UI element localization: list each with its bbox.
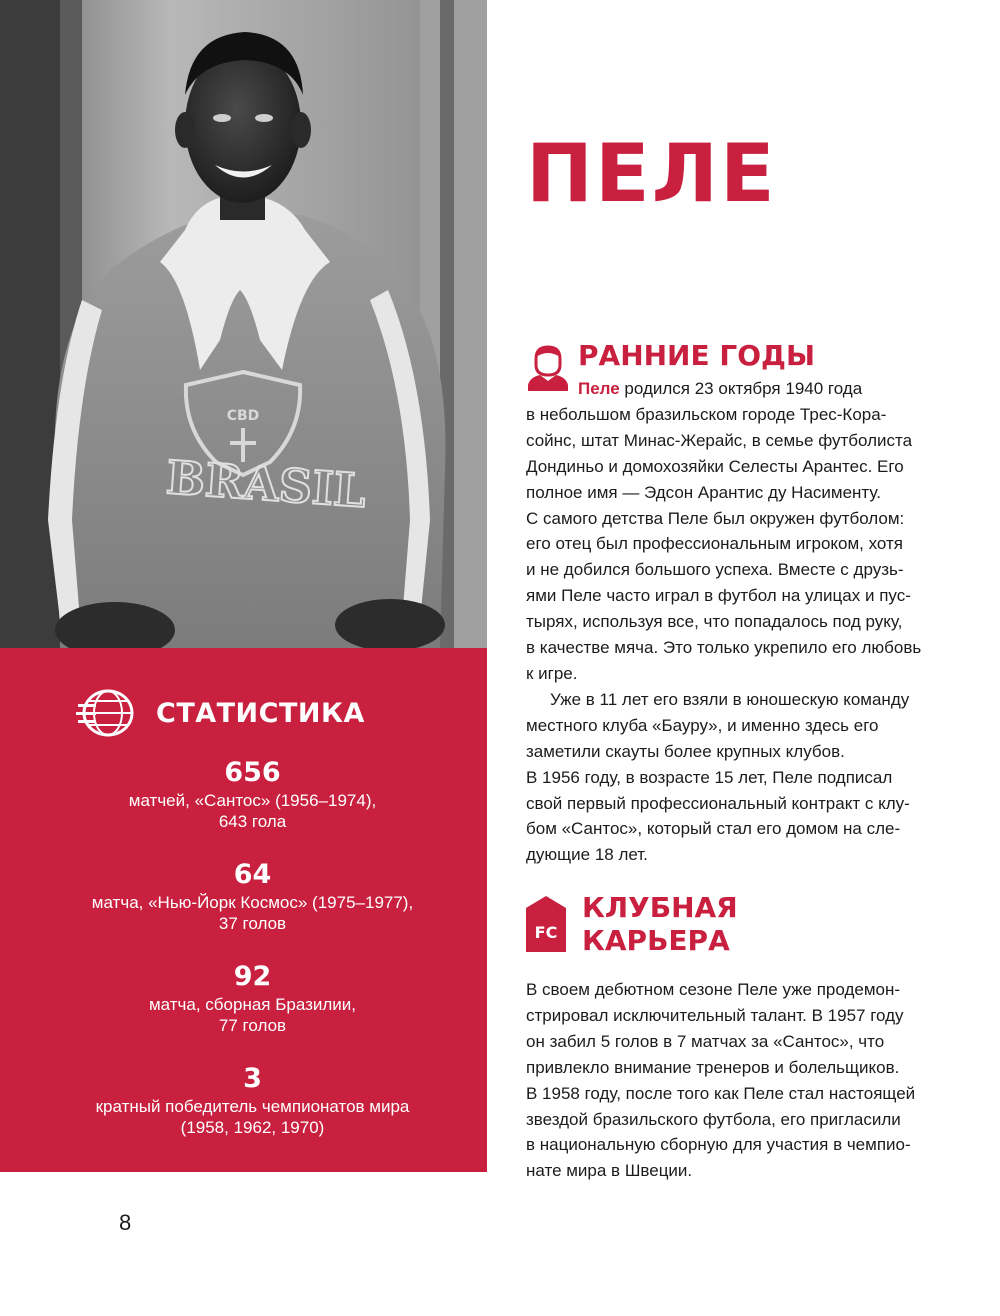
text-line: привлекло внимание тренеров и болельщиков. <box>526 1057 900 1077</box>
text-line: звездой бразильского футбола, его пригласили <box>526 1109 901 1129</box>
text-line: ями Пеле часто играл в футбол на улицах и пус- <box>526 586 911 606</box>
stat-description: матча, сборная Бразилии, <box>148 995 357 1014</box>
text-line: В своем дебютном сезоне Пеле уже продемон- <box>526 980 901 999</box>
text-line: Дондиньо и домохозяйки Селесты Арантес. Его <box>526 456 904 476</box>
page-number: 8 <box>119 1210 132 1235</box>
text-line: полное имя — Эдсон Арантис ду Насименту. <box>526 482 881 502</box>
text-line: он забил 5 голов в 7 матчах за «Сантос», что <box>526 1031 885 1051</box>
highlight-name: Пеле <box>578 379 620 398</box>
fc-icon-text: FC <box>534 923 558 942</box>
stat-value: 3 <box>243 1063 262 1094</box>
text-line: в небольшом бразильском городе Трес-Кора- <box>526 404 887 424</box>
text-line: С самого детства Пеле был окружен футболом: <box>526 508 905 528</box>
fc-pennant-icon <box>526 896 566 952</box>
club-career-text <box>526 977 916 1184</box>
stat-item <box>0 858 505 960</box>
text-line: дующие 18 лет. <box>526 845 648 865</box>
stat-value: 64 <box>233 859 272 890</box>
text-line: заметили скауты более крупных клубов. <box>526 741 845 761</box>
shirt-text: BRASIL <box>164 450 368 518</box>
stadium-icon <box>76 688 134 738</box>
stat-description: 77 голов <box>218 1016 287 1035</box>
text-line <box>526 376 910 402</box>
text-line: сойнс, штат Минас-Жерайс, в семье футболиста <box>526 430 913 450</box>
early-years-text <box>526 376 922 868</box>
text-line: в качестве мяча. Это только укрепило его любовь <box>526 638 922 658</box>
stats-header <box>76 688 365 738</box>
stat-value: 92 <box>233 961 272 992</box>
early-years-title: РАННИЕ ГОДЫ <box>578 339 815 372</box>
stat-description: 643 гола <box>218 812 287 831</box>
text-line: к игре. <box>526 663 578 683</box>
stat-description: кратный победитель чемпионатов мира <box>95 1097 410 1116</box>
text-line: его отец был профессиональным игроком, хотя <box>526 534 903 554</box>
stat-description: (1958, 1962, 1970) <box>180 1118 325 1137</box>
text-line: Уже в 11 лет его взяли в юношескую команду <box>550 689 910 709</box>
text-line: В 1958 году, после того как Пеле стал настоящей <box>526 1083 916 1103</box>
stat-description: матчей, «Сантос» (1956–1974), <box>128 791 377 810</box>
stat-value: 656 <box>224 757 281 788</box>
club-career-title <box>582 891 738 957</box>
text-line: В 1956 году, в возрасте 15 лет, Пеле подписал <box>526 767 893 787</box>
pele-photo <box>0 0 487 648</box>
stat-item <box>0 960 505 1062</box>
text-line: в национальную сборную для участия в чемпио- <box>526 1135 911 1155</box>
stat-item <box>0 756 505 858</box>
stats-title: СТАТИСТИКА <box>156 697 365 729</box>
text-line: стрировал исключительный талант. В 1957 году <box>526 1005 904 1025</box>
stat-description: матча, «Нью-Йорк Космос» (1975–1977), <box>91 893 414 912</box>
stat-item <box>0 1062 505 1164</box>
text-line: местного клуба «Бауру», и именно здесь его <box>526 715 879 735</box>
page-title: ПЕЛЕ <box>526 127 777 220</box>
text-line: свой первый профессиональный контракт с клу- <box>526 793 910 813</box>
stats-panel <box>0 648 487 1172</box>
text-line: и не добился большого успеха. Вместе с друзь- <box>526 560 904 580</box>
text-line: бом «Сантос», который стал его домом на сле- <box>526 819 901 839</box>
crest-text: CBD <box>226 408 260 424</box>
club-career-title-line: КЛУБНАЯ <box>582 891 738 924</box>
stat-list <box>0 756 505 1164</box>
text-fragment: родился 23 октября 1940 года <box>619 379 863 398</box>
text-line: тырях, используя все, что попадалось под руку, <box>526 612 903 632</box>
stat-description: 37 голов <box>218 914 287 933</box>
text-line: нате мира в Швеции. <box>526 1161 693 1181</box>
club-career-title-line: КАРЬЕРА <box>582 924 730 957</box>
